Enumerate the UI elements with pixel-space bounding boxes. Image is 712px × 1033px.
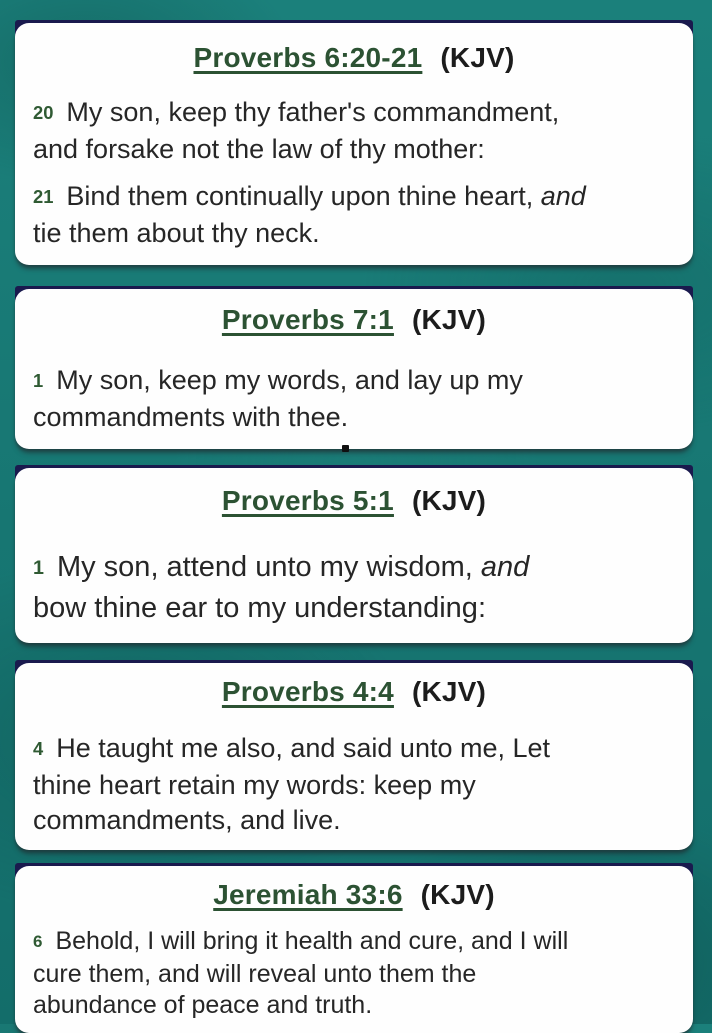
verse-card-proverbs-6-20-21 bbox=[15, 23, 693, 265]
verse-text: My son, keep thy father's commandment, bbox=[66, 97, 560, 127]
verse-reference-link[interactable]: Proverbs 6:20-21 bbox=[193, 42, 423, 73]
verse-card-jeremiah-33-6 bbox=[15, 866, 693, 1033]
card-wrap-jeremiah-33-6 bbox=[15, 866, 693, 1033]
version-label: (KJV) bbox=[420, 879, 495, 910]
verse-text: Bind them continually upon thine heart, bbox=[66, 181, 541, 211]
verse-body bbox=[33, 548, 675, 627]
verse-number: 1 bbox=[33, 370, 44, 391]
verse-line bbox=[33, 990, 675, 1021]
card-wrap-proverbs-4-4 bbox=[15, 663, 693, 850]
verse-text: He taught me also, and said unto me, Let bbox=[56, 733, 551, 763]
verse-line bbox=[33, 548, 675, 589]
verse-line bbox=[33, 959, 675, 990]
verse-text: My son, attend unto my wisdom, bbox=[56, 551, 481, 583]
verse bbox=[33, 363, 675, 435]
verse-line bbox=[33, 95, 675, 132]
verse bbox=[33, 731, 675, 838]
version-label: (KJV) bbox=[411, 676, 487, 707]
verse-line bbox=[33, 803, 675, 838]
verse-reference-link[interactable]: Proverbs 5:1 bbox=[221, 485, 394, 516]
verse-text: Behold, I will bring it health and cure, and I will bbox=[55, 927, 569, 955]
verse-body bbox=[33, 363, 675, 435]
verse-line bbox=[33, 768, 675, 803]
verse bbox=[33, 179, 675, 251]
verse-line bbox=[33, 132, 675, 167]
verse-card-proverbs-7-1 bbox=[15, 289, 693, 449]
card-wrap-proverbs-6-20-21 bbox=[15, 23, 693, 265]
verse bbox=[33, 926, 675, 1021]
verse-line bbox=[33, 363, 675, 400]
verse-card-collage bbox=[15, 23, 693, 1033]
verse-reference-link[interactable]: Proverbs 7:1 bbox=[221, 304, 394, 335]
verse-text: My son, keep my words, and lay up my bbox=[56, 365, 523, 395]
verse-text: cure them, and will reveal unto them the bbox=[33, 960, 477, 988]
verse-text: commandments with thee. bbox=[33, 402, 349, 432]
card-wrap-proverbs-5-1 bbox=[15, 468, 693, 643]
verse-text: commandments, and live. bbox=[33, 805, 341, 835]
verse-text: and bbox=[480, 551, 530, 583]
card-heading bbox=[33, 484, 675, 518]
verse-text: tie them about thy neck. bbox=[33, 218, 320, 248]
verse-body bbox=[33, 731, 675, 838]
verse-number: 21 bbox=[33, 186, 54, 207]
verse-number: 20 bbox=[33, 102, 54, 123]
verse-reference-link[interactable]: Proverbs 4:4 bbox=[221, 676, 394, 707]
card-wrap-proverbs-7-1 bbox=[15, 289, 693, 449]
version-label: (KJV) bbox=[411, 485, 487, 516]
card-heading bbox=[33, 41, 675, 75]
verse-text: abundance of peace and truth. bbox=[33, 991, 373, 1019]
verse bbox=[33, 548, 675, 627]
verse-line bbox=[33, 589, 675, 627]
verse-line bbox=[33, 216, 675, 251]
version-label: (KJV) bbox=[440, 42, 515, 73]
verse-line bbox=[33, 926, 675, 959]
verse-body bbox=[33, 95, 675, 251]
verse-number: 6 bbox=[33, 932, 43, 951]
verse-number: 1 bbox=[33, 557, 44, 579]
verse-text: and bbox=[540, 181, 586, 211]
verse-line bbox=[33, 179, 675, 216]
verse-text: thine heart retain my words: keep my bbox=[33, 770, 476, 800]
verse-line bbox=[33, 731, 675, 768]
verse-line bbox=[33, 400, 675, 435]
verse-body bbox=[33, 926, 675, 1021]
verse bbox=[33, 95, 675, 167]
verse-reference-link[interactable]: Jeremiah 33:6 bbox=[213, 879, 403, 910]
verse-card-proverbs-4-4 bbox=[15, 663, 693, 850]
speck-artifact bbox=[342, 445, 349, 452]
version-label: (KJV) bbox=[411, 304, 487, 335]
card-heading bbox=[33, 675, 675, 709]
verse-number: 4 bbox=[33, 738, 44, 759]
verse-card-proverbs-5-1 bbox=[15, 468, 693, 643]
card-heading bbox=[33, 878, 675, 912]
card-heading bbox=[33, 303, 675, 337]
verse-text: and forsake not the law of thy mother: bbox=[33, 134, 485, 164]
verse-text: bow thine ear to my understanding: bbox=[33, 592, 486, 624]
